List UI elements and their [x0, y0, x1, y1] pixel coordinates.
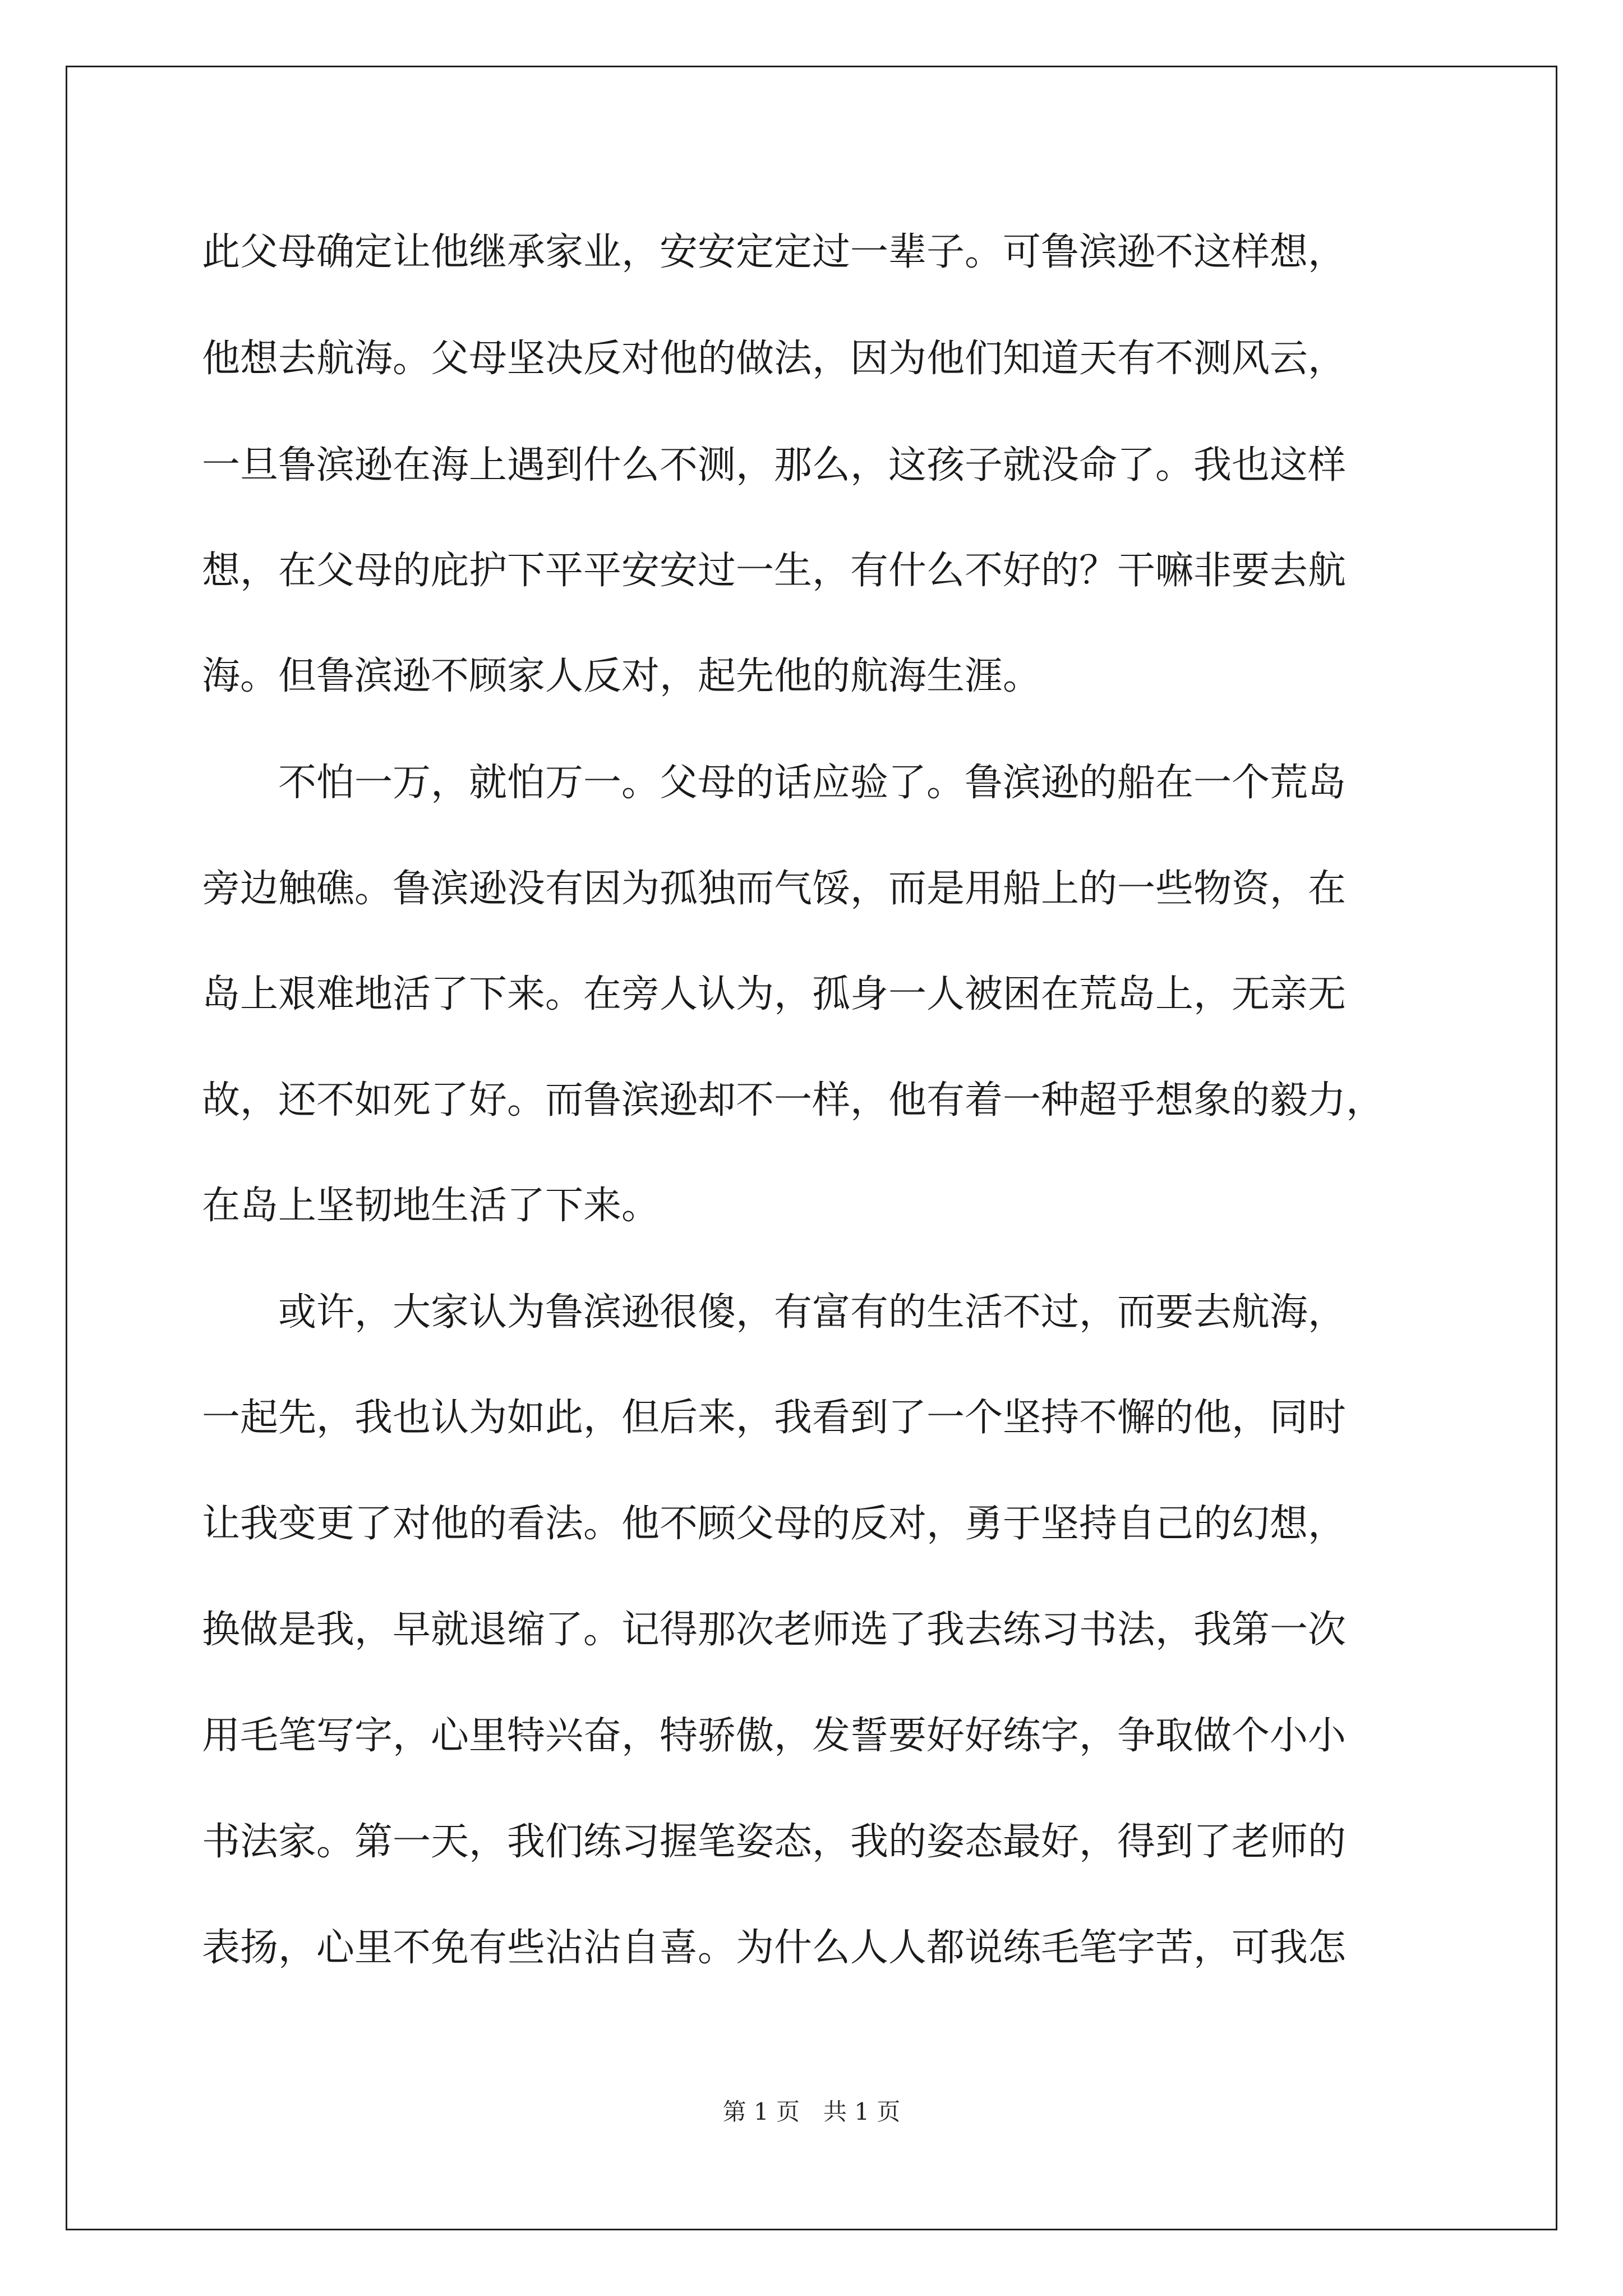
text-line: 想，在父母的庇护下平平安安过一生，有什么不好的？干嘛非要去航 [202, 549, 1347, 593]
text-line: 书法家。第一天，我们练习握笔姿态，我的姿态最好，得到了老师的 [202, 1820, 1347, 1864]
page-border [66, 66, 1557, 2230]
paragraph-start-line: 或许，大家认为鲁滨逊很傻，有富有的生活不过，而要去航海， [202, 1290, 1347, 1335]
text-line: 换做是我，早就退缩了。记得那次老师选了我去练习书法，我第一次 [202, 1608, 1347, 1652]
text-line: 在岛上坚韧地生活了下来。 [202, 1184, 660, 1228]
page-number-footer: 第 1 页 共 1 页 [722, 2098, 901, 2125]
text-line: 一起先，我也认为如此，但后来，我看到了一个坚持不懈的他，同时 [202, 1396, 1347, 1440]
text-line: 一旦鲁滨逊在海上遇到什么不测，那么，这孩子就没命了。我也这样 [202, 443, 1347, 487]
text-line: 旁边触礁。鲁滨逊没有因为孤独而气馁，而是用船上的一些物资，在 [202, 867, 1347, 911]
text-line: 用毛笔写字，心里特兴奋，特骄傲，发誓要好好练字，争取做个小小 [202, 1714, 1347, 1758]
paragraph-start-line: 不怕一万，就怕万一。父母的话应验了。鲁滨逊的船在一个荒岛 [202, 761, 1347, 805]
text-line: 海。但鲁滨逊不顾家人反对，起先他的航海生涯。 [202, 654, 1041, 698]
text-line: 岛上艰难地活了下来。在旁人认为，孤身一人被困在荒岛上，无亲无 [202, 972, 1347, 1016]
text-line: 表扬，心里不免有些沾沾自喜。为什么人人都说练毛笔字苦，可我怎 [202, 1926, 1347, 1970]
text-line: 他想去航海。父母坚决反对他的做法，因为他们知道天有不测风云， [202, 337, 1347, 381]
text-line: 故，还不如死了好。而鲁滨逊却不一样，他有着一种超乎想象的毅力， [202, 1078, 1385, 1122]
text-line: 让我变更了对他的看法。他不顾父母的反对，勇于坚持自己的幻想， [202, 1502, 1347, 1546]
text-line: 此父母确定让他继承家业，安安定定过一辈子。可鲁滨逊不这样想， [202, 230, 1347, 274]
